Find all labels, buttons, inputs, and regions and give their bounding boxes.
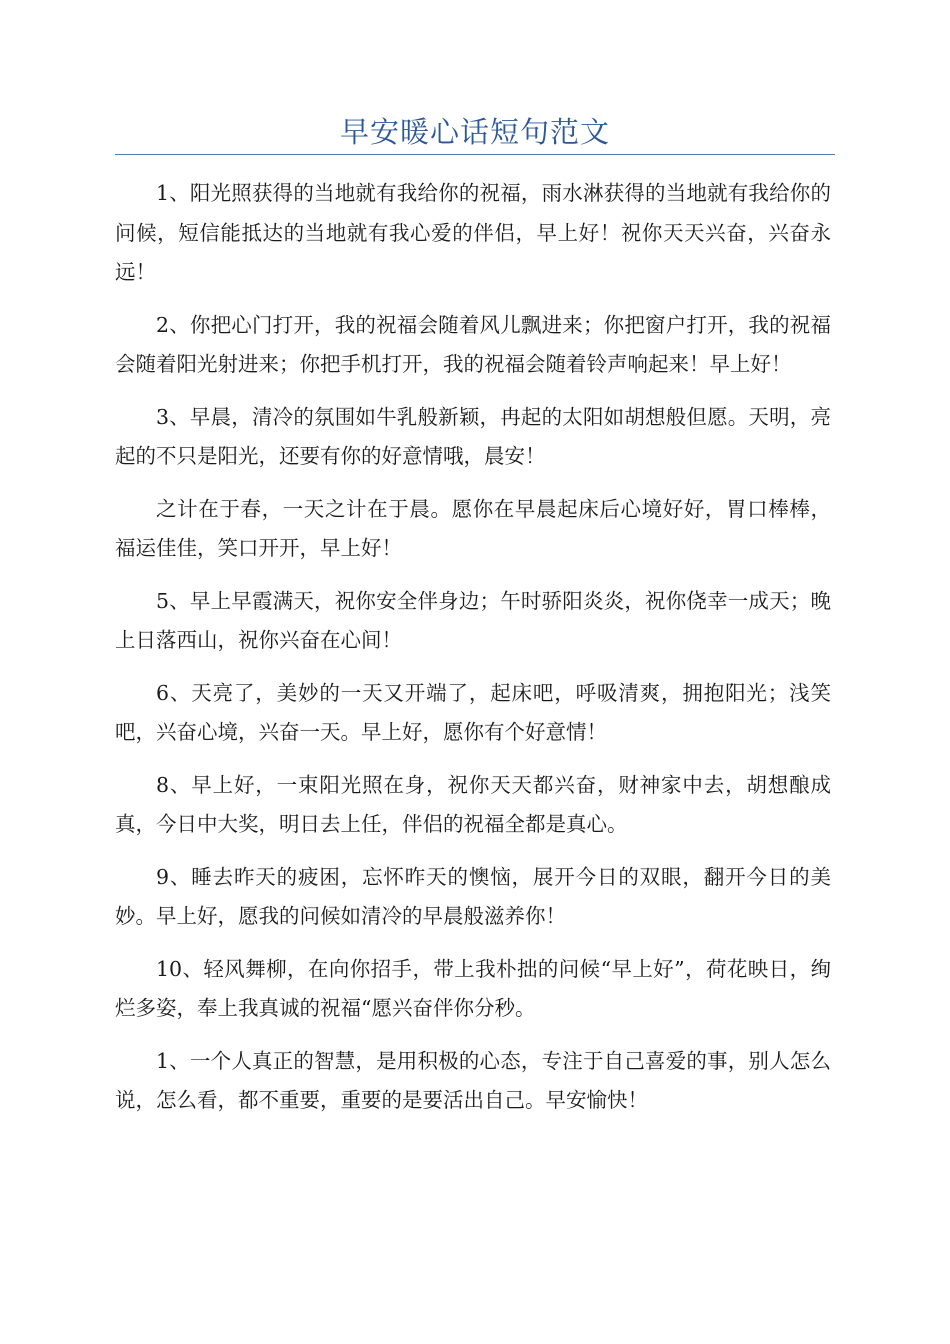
document-title: 早安暖心话短句范文 <box>339 115 610 149</box>
title-underline <box>115 154 835 155</box>
paragraph: 5、早上早霞满天，祝你安全伴身边；午时骄阳炎炎，祝你侥幸一成天；晚上日落西山，祝你兴奋在心间！ <box>115 588 831 652</box>
paragraph: 8、早上好，一束阳光照在身，祝你天天都兴奋，财神家中去，胡想酿成真，今日中大奖，明日去上任，伴侣的祝福全都是真心。 <box>115 772 831 836</box>
paragraph: 1、阳光照获得的当地就有我给你的祝福，雨水淋获得的当地就有我给你的问候，短信能抵达的当地就有我心爱的伴侣，早上好！祝你天天兴奋，兴奋永远！ <box>115 181 831 284</box>
paragraph: 9、睡去昨天的疲困，忘怀昨天的懊恼，展开今日的双眼，翻开今日的美妙。早上好，愿我的问候如清冷的早晨般滋养你！ <box>115 864 831 928</box>
paragraph: 6、天亮了，美妙的一天又开端了，起床吧，呼吸清爽，拥抱阳光；浅笑吧，兴奋心境，兴奋一天。早上好，愿你有个好意情！ <box>115 680 831 744</box>
document-body <box>115 174 831 1134</box>
paragraph: 10、轻风舞柳，在向你招手，带上我朴拙的问候“早上好”，荷花映日，绚烂多姿，奉上我真诚的祝福“愿兴奋伴你分秒。 <box>115 956 831 1020</box>
paragraph: 3、早晨，清冷的氛围如牛乳般新颖，冉起的太阳如胡想般但愿。天明，亮起的不只是阳光，还要有你的好意情哦，晨安！ <box>115 404 831 468</box>
paragraph: 2、你把心门打开，我的祝福会随着风儿飘进来；你把窗户打开，我的祝福会随着阳光射进来；你把手机打开，我的祝福会随着铃声响起来！早上好！ <box>115 312 831 376</box>
paragraph: 之计在于春，一天之计在于晨。愿你在早晨起床后心境好好，胃口棒棒，福运佳佳，笑口开开，早上好！ <box>115 496 831 560</box>
paragraph: 1、一个人真正的智慧，是用积极的心态，专注于自己喜爱的事，别人怎么说，怎么看，都不重要，重要的是要活出自己。早安愉快！ <box>115 1048 831 1112</box>
